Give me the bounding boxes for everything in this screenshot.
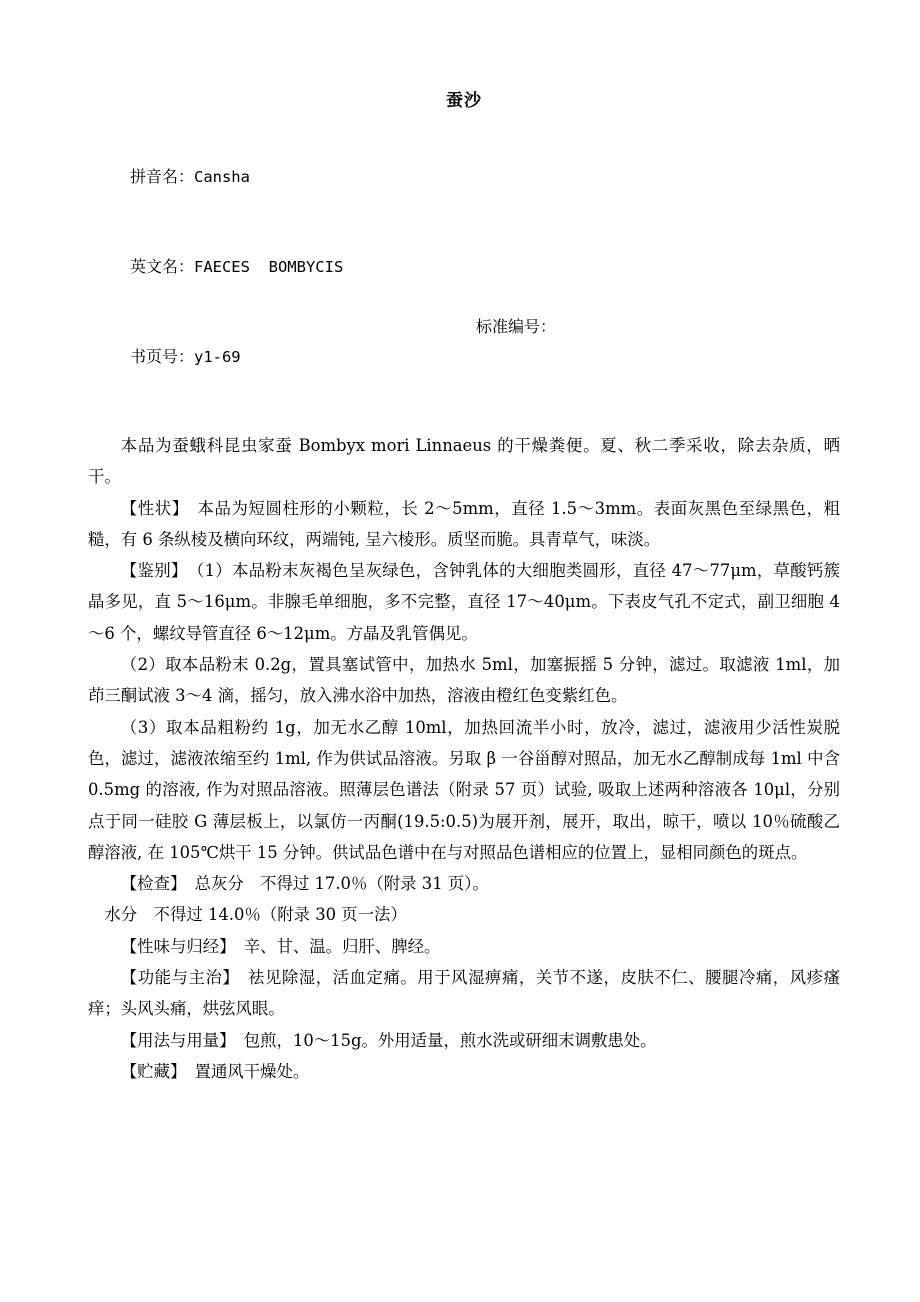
- paragraph-yongfa-yongliang: 【用法与用量】 包煎，10～15g。外用适量，煎水洗或研细末调敷患处。: [120, 1030, 657, 1050]
- english-name-label: 英文名：: [129, 257, 194, 276]
- paragraph-gongneng-zhuzhi: 【功能与主治】 祛见除湿，活血定痛。用于风湿痹痛，关节不遂，皮肤不仁、腰腿冷痛，风疹瘙痒；头风头痛，烘弦风眼。: [88, 968, 840, 1019]
- paragraph-origin: 本品为蚕蛾科昆虫家蚕 Bombyx mori Linnaeus 的干燥粪便。夏、秋二季采收，除去杂质，晒干。: [88, 436, 840, 487]
- book-page-value: y1-69: [193, 348, 241, 366]
- meta-row-english: [88, 222, 840, 312]
- paragraph-zhucang: 【贮藏】 置通风干燥处。: [120, 1061, 310, 1081]
- pinyin-value: Cansha: [193, 168, 250, 186]
- pinyin-label: 拼音名：: [129, 167, 194, 186]
- paragraph-xingzhuang: 【性状】 本品为短圆柱形的小颗粒，长 2～5mm，直径 1.5～3mm。表面灰黑色至绿黑色，粗糙，有 6 条纵棱及横向环纹，两端钝, 呈六棱形。质坚而脆。具青草气，味淡。: [88, 498, 840, 549]
- paragraph-jianbie-1: 【鉴别】 （1）本品粉末灰褐色呈灰绿色，含钟乳体的大细胞类圆形，直径 47～77μm，草酸钙簇晶多见，直 5～16μm。非腺毛单细胞，多不完整，直径 17～40μm。下表皮气孔不定式，副卫细胞 4～6 个，螺纹导管直径 6～12μm。方晶及乳管偶见。: [88, 561, 840, 643]
- body-text: [88, 430, 840, 1087]
- document-content: [88, 0, 840, 1087]
- paragraph-xingwei-guijing: 【性味与归经】 辛、甘、温。归肝、脾经。: [120, 936, 441, 956]
- meta-row-pagecode: [88, 312, 840, 402]
- page-title: 蚕沙: [446, 91, 482, 111]
- meta-row-pinyin: [88, 132, 840, 222]
- paragraph-jianbie-2: （2）取本品粉末 0.2g，置具塞试管中，加热水 5ml，加塞振摇 5 分钟，滤过。取滤液 1ml，加茚三酮试液 3～4 滴，摇匀，放入沸水浴中加热，溶液由橙红色变紫红色。: [88, 655, 840, 706]
- standard-number-label: 标准编号：: [476, 317, 557, 336]
- english-name-value: FAECES BOMBYCIS: [193, 258, 344, 276]
- book-page-label: 书页号：: [129, 347, 194, 366]
- paragraph-jianbie-3: （3）取本品粗粉约 1g，加无水乙醇 10ml，加热回流半小时，放冷，滤过，滤液用少活性炭脱色，滤过，滤液浓缩至约 1ml, 作为供试品溶液。另取 β 一谷甾醇对照品，加无水乙醇制成每 1ml 中含 0.5mg 的溶液, 作为对照品溶液。照薄层色谱法（附录 57 页）试验, 吸取上述两种溶液各 10μl，分别点于同一硅胶 G 薄层板上，以氯仿一丙酮(19.5:0.5)为展开剂，展开，取出，晾干，喷以 10％硫酸乙醇溶液, 在 105℃烘干 15 分钟。供试品色谱中在与对照品色谱相应的位置上，显相同颜色的斑点。: [88, 717, 840, 862]
- paragraph-shuifen: 水分 不得过 14.0％（附录 30 页一法）: [104, 905, 407, 925]
- paragraph-jiancha: 【检查】 总灰分 不得过 17.0％（附录 31 页）。: [120, 874, 489, 894]
- metadata-block: [88, 132, 840, 402]
